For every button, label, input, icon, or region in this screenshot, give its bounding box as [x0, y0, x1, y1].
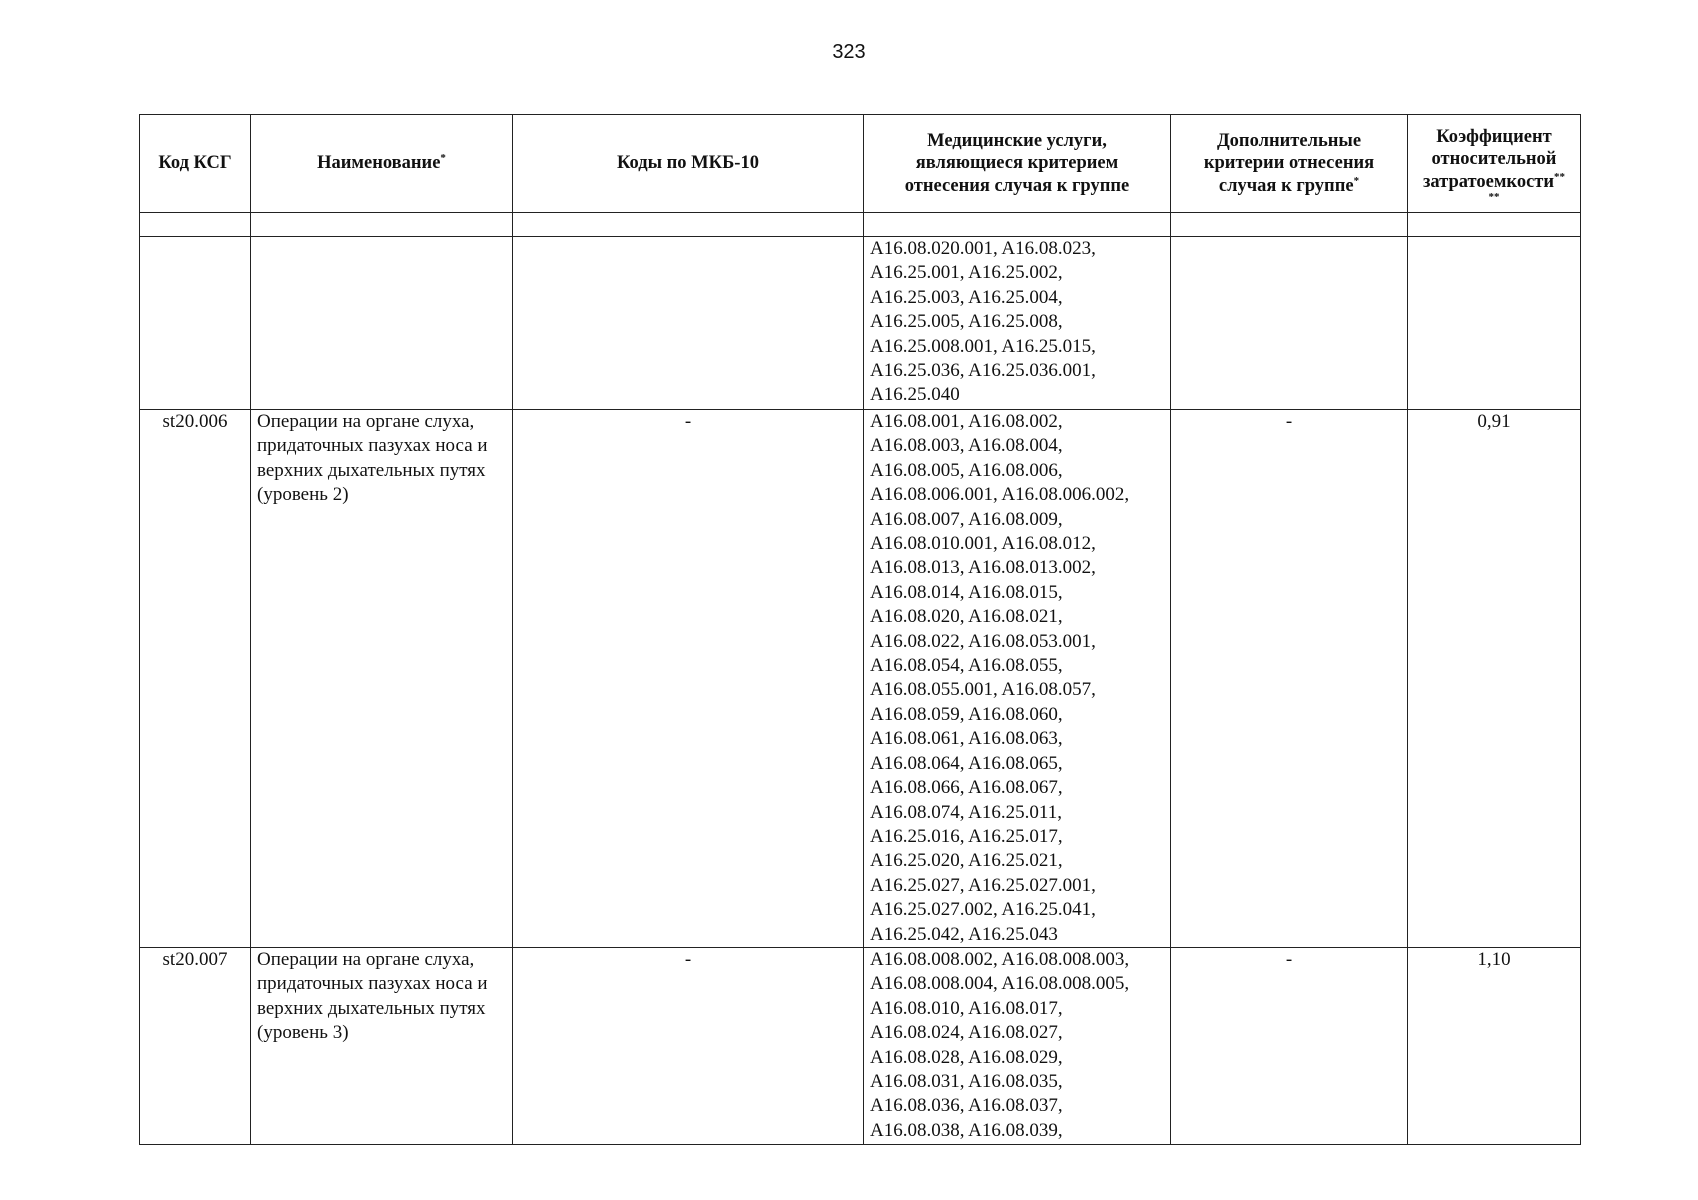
mkb-cell: -	[513, 948, 864, 1145]
additional-cell: -	[1171, 948, 1408, 1145]
footnote-mark: **	[1554, 170, 1566, 183]
footnote-mark: *	[1353, 174, 1360, 187]
services-cell: A16.08.008.002, A16.08.008.003, A16.08.008.004, A16.08.008.005, A16.08.010, A16.08.017, A16.08.024, A16.08.027, A16.08.028, A16.08.029, A16.08.031, A16.08.035, A16.08.036, A16.08.037, A16.08.038, A16.08.039,	[864, 948, 1171, 1145]
coef-cell: 0,91	[1408, 410, 1581, 948]
page-number: 323	[832, 41, 866, 63]
footnote-mark: *	[440, 152, 446, 165]
code-cell	[140, 237, 251, 410]
name-cell: Операции на органе слуха, придаточных пазухах носа и верхних дыхательных путях (уровень 3)	[251, 948, 513, 1145]
name-cell: Операции на органе слуха, придаточных пазухах носа и верхних дыхательных путях (уровень 2)	[251, 410, 513, 948]
table-row	[140, 237, 1581, 410]
table-row	[140, 410, 1581, 948]
additional-cell: -	[1171, 410, 1408, 948]
footnote-mark: **	[1488, 191, 1500, 204]
services-cell: A16.08.020.001, A16.08.023, A16.25.001, A16.25.002, A16.25.003, A16.25.004, A16.25.005, A16.25.008, A16.25.008.001, A16.25.015, A16.25.036, A16.25.036.001, A16.25.040	[864, 237, 1171, 410]
header-services: Медицинские услуги, являющиеся критерием отнесения случая к группе	[864, 115, 1171, 213]
mkb-cell: -	[513, 410, 864, 948]
header-code: Код КСГ	[140, 115, 251, 213]
header-mkb: Коды по МКБ-10	[513, 115, 864, 213]
header-row	[140, 115, 1581, 213]
header-coef: Коэффициент относительной затратоемкости** **	[1408, 115, 1581, 213]
table-row	[140, 948, 1581, 1145]
header-name: Наименование*	[251, 115, 513, 213]
code-cell: st20.006	[140, 410, 251, 948]
name-cell	[251, 237, 513, 410]
additional-cell	[1171, 237, 1408, 410]
ksg-table	[139, 114, 1581, 1145]
coef-cell	[1408, 237, 1581, 410]
header-additional: Дополнительные критерии отнесения случая к группе*	[1171, 115, 1408, 213]
spacer-row	[140, 213, 1581, 237]
coef-cell: 1,10	[1408, 948, 1581, 1145]
mkb-cell	[513, 237, 864, 410]
services-cell: A16.08.001, A16.08.002, A16.08.003, A16.08.004, A16.08.005, A16.08.006, A16.08.006.001, A16.08.006.002, A16.08.007, A16.08.009, A16.08.010.001, A16.08.012, A16.08.013, A16.08.013.002, A16.08.014, A16.08.015, A16.08.020, A16.08.021, A16.08.022, A16.08.053.001, A16.08.054, A16.08.055, A16.08.055.001, A16.08.057, A16.08.059, A16.08.060, A16.08.061, A16.08.063, A16.08.064, A16.08.065, A16.08.066, A16.08.067, A16.08.074, A16.25.011, A16.25.016, A16.25.017, A16.25.020, A16.25.021, A16.25.027, A16.25.027.001, A16.25.027.002, A16.25.041, A16.25.042, A16.25.043	[864, 410, 1171, 948]
code-cell: st20.007	[140, 948, 251, 1145]
